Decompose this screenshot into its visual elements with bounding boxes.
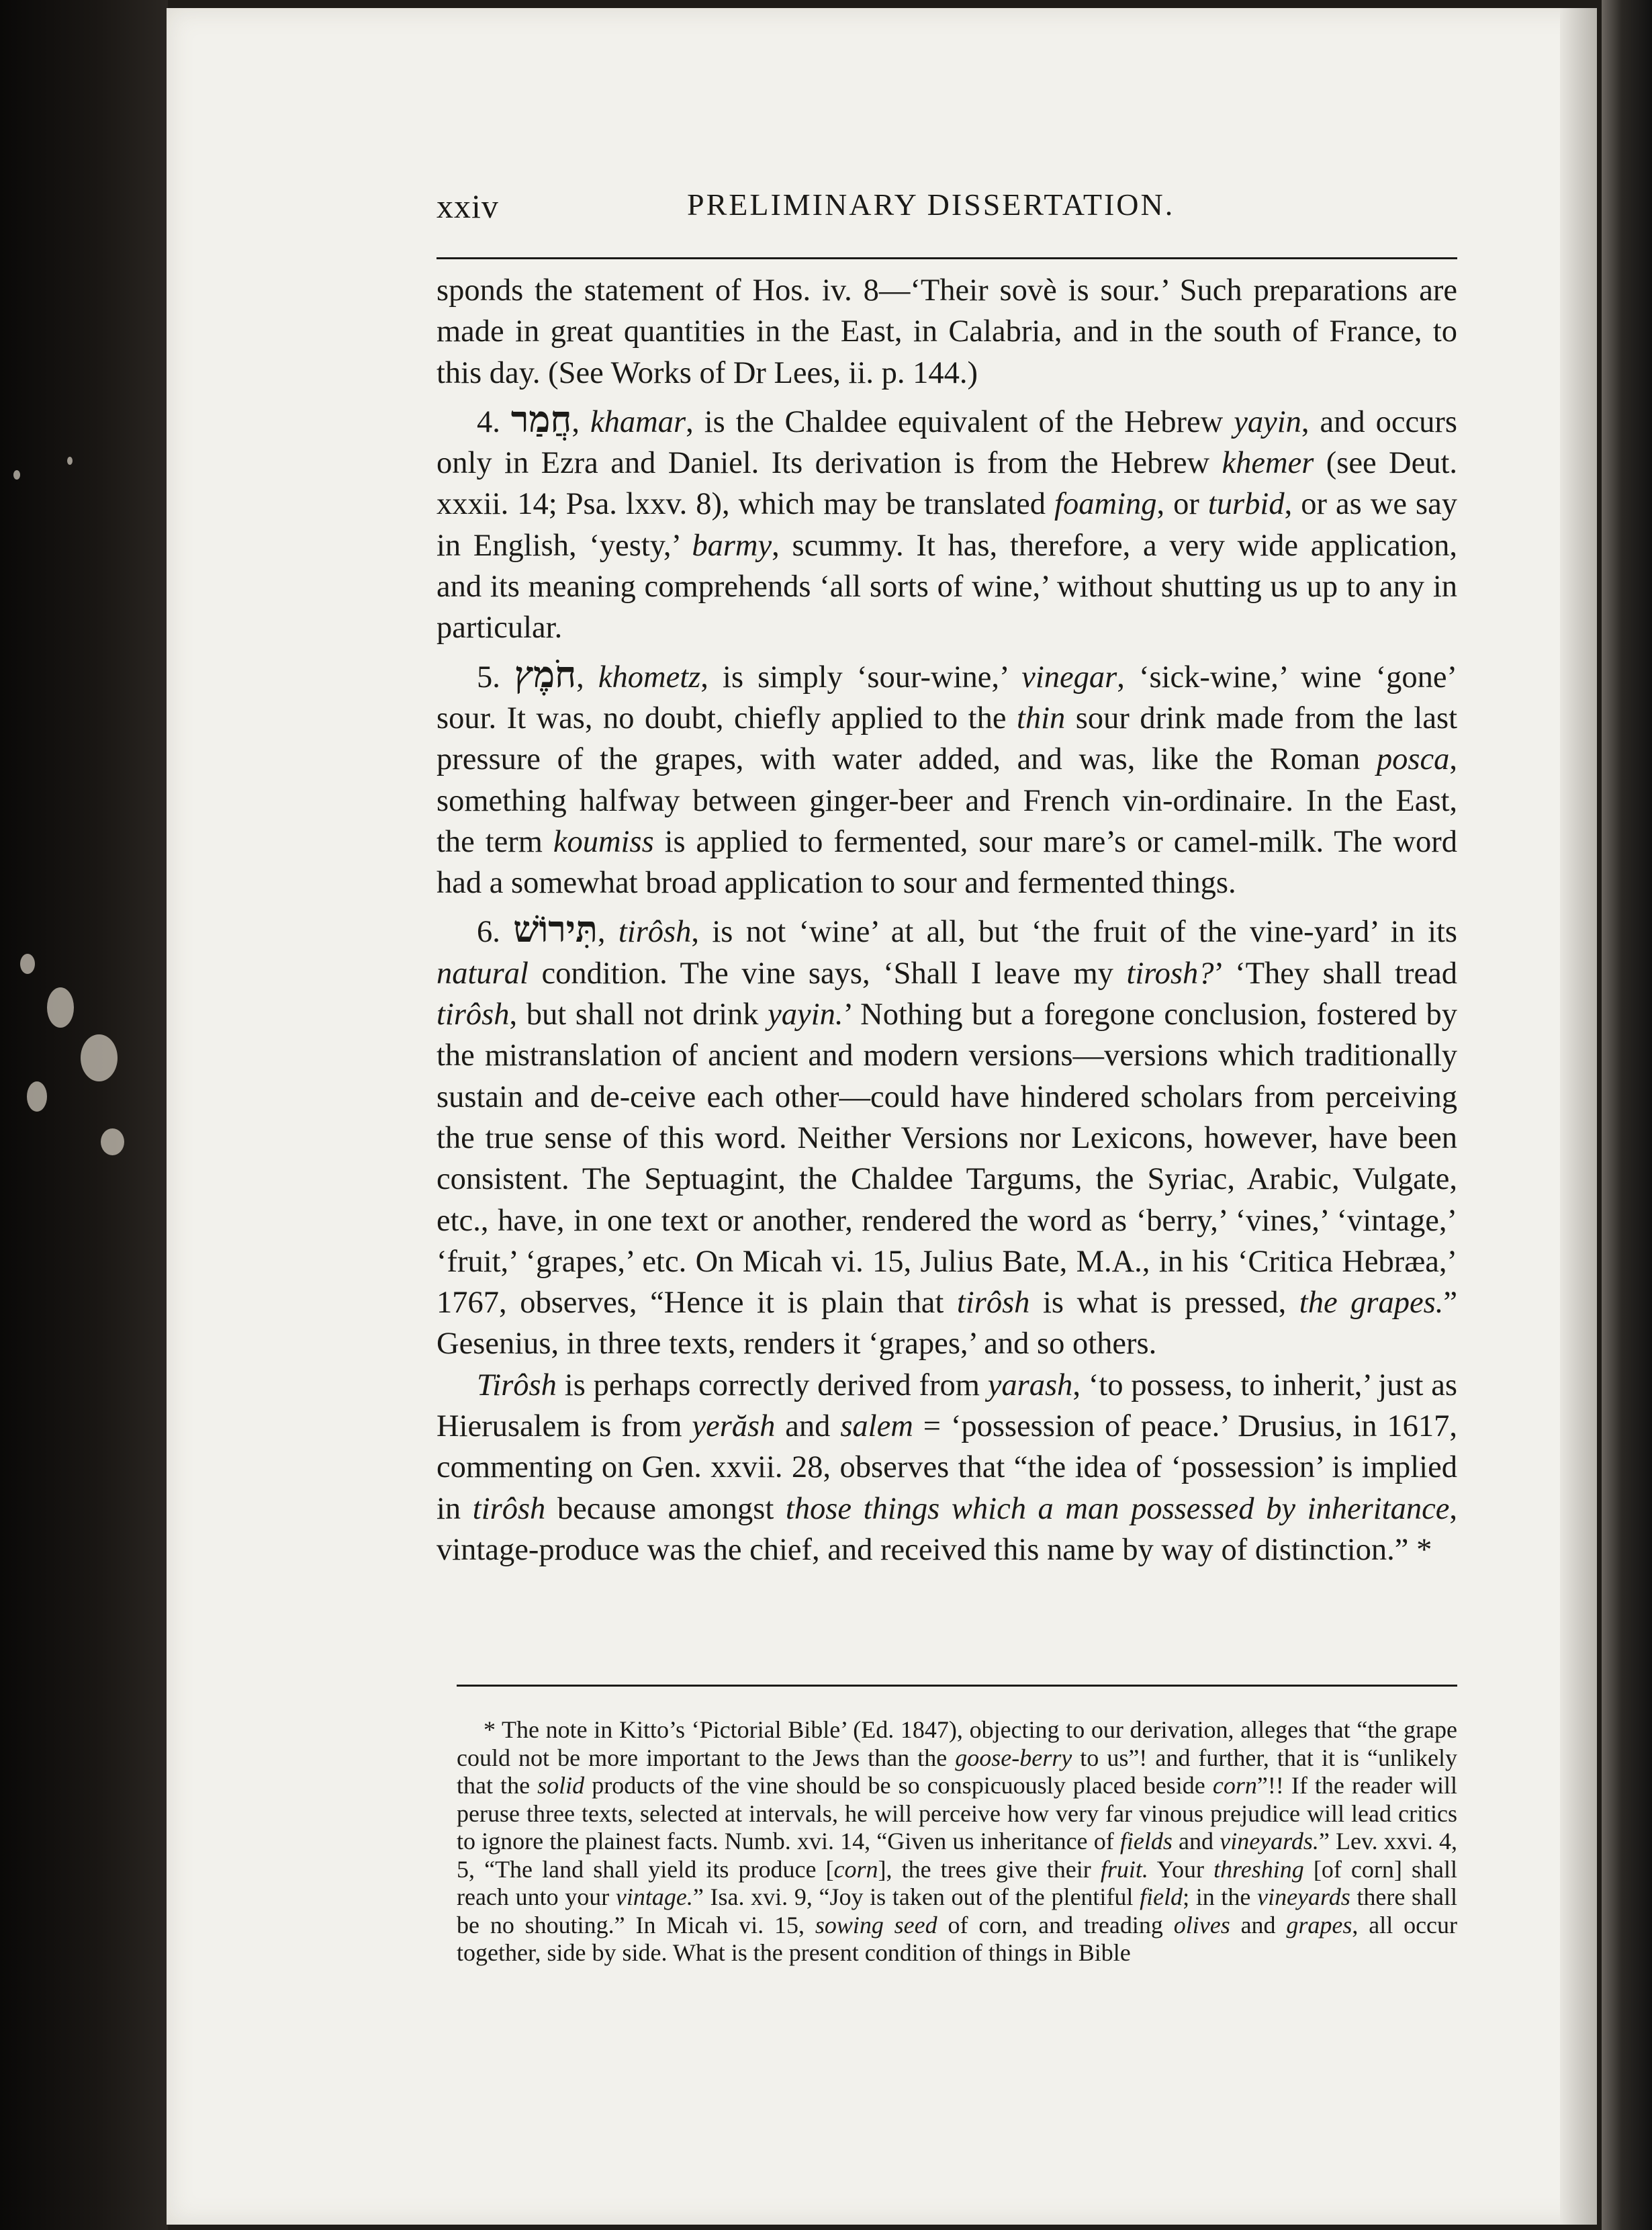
text-run: and [775, 1409, 841, 1444]
text-run: ” Lev. xxvi. 4, 5, “The land shall yield its produce [ [457, 1828, 1457, 1883]
term: tirôsh [437, 997, 510, 1032]
text-run: [of corn] shall reach unto your [457, 1855, 1457, 1910]
text-run: of corn, and treading [937, 1911, 1174, 1938]
text-run: , or [1156, 487, 1208, 522]
term: turbid [1207, 487, 1285, 522]
text-run: , ‘sick-wine,’ wine ‘gone’ sour. It was, no doubt, chiefly applied to the [437, 660, 1457, 735]
term: grapes [1286, 1911, 1352, 1938]
text-run: Your [1148, 1855, 1214, 1883]
term: koumiss [553, 824, 654, 859]
text-run: is what is pressed, [1029, 1286, 1299, 1321]
term: khemer [1222, 446, 1314, 481]
text-run: , scummy. It has, therefore, a very wide application, and its meaning comprehends ‘all sorts of wine,’ without shutting us up to any in particular. [437, 528, 1457, 645]
text-run: ”!! If the reader will peruse three texts, selected at intervals, he will perceive how very far vinous prejudice will lead critics to ignore the plainest facts. Numb. xvi. 14, “Given us inheritance of [457, 1772, 1457, 1855]
term: natural [437, 956, 529, 991]
text-run: condition. The vine says, ‘Shall I leave my [528, 956, 1127, 991]
term: khometz [598, 660, 701, 695]
term: yerăsh [692, 1409, 776, 1444]
text-run: , vintage-produce was the chief, and received this name by way of distinction.” * [437, 1491, 1457, 1567]
text-run: , something halfway between ginger-beer and French vin-ordinaire. In the East, the term [437, 742, 1457, 859]
term: tirôsh [472, 1491, 546, 1526]
term: sowing seed [815, 1911, 937, 1938]
term: salem [840, 1409, 913, 1444]
item-number: 5. [477, 660, 500, 695]
term: Tirôsh [477, 1368, 557, 1402]
page-number: xxiv [437, 187, 499, 225]
text-run: and [1230, 1911, 1287, 1938]
footnote-rule [457, 1685, 1457, 1687]
text-run: to us”! and further, that it is “unlikely that the [457, 1744, 1458, 1799]
paragraph-khometz [437, 654, 1457, 904]
paragraph-khamar [437, 399, 1457, 649]
term: fields [1119, 1828, 1173, 1855]
term: the grapes. [1299, 1286, 1444, 1321]
term: vinegar [1021, 660, 1117, 695]
main-text [437, 270, 1457, 1570]
text-run: is applied to fermented, sour mare’s or camel-milk. The word had a somewhat broad application to sour and fermented things. [437, 824, 1457, 901]
scan-speck [81, 1034, 118, 1081]
text-run: , ‘to possess, to inherit,’ just as Hierusalem is from [437, 1368, 1457, 1444]
running-head [435, 101, 1456, 225]
text-run: (see Deut. xxxii. 14; Psa. lxxv. 8), which may be translated [437, 446, 1458, 522]
text-run: ], the trees give their [878, 1855, 1101, 1883]
text-run: products of the vine should be so conspicuously placed beside [584, 1772, 1213, 1799]
text-run: ” Gesenius, in three texts, renders it ‘grapes,’ and so others. [437, 1286, 1458, 1362]
term: vineyards [1257, 1883, 1350, 1910]
term: fruit. [1100, 1855, 1148, 1883]
term: corn [833, 1855, 878, 1883]
term: tirosh? [1126, 956, 1214, 991]
page-edge [1560, 8, 1597, 2225]
punct: , [576, 660, 598, 695]
term: barmy [692, 528, 772, 563]
text-run: ’ Nothing but a foregone conclusion, fostered by the mistranslation of ancient and modern versions—versions which traditionally sustain and de-ceive each other—could have hindered scholars from perceiving the true sense of this word. Neither Versions nor Lexicons, however, have been consistent. The Septuagint, the Chaldee Targums, the Syriac, Arabic, Vulgate, etc., have, in one text or another, rendered the word as ‘berry,’ ‘vines,’ ‘vintage,’ ‘fruit,’ ‘grapes,’ etc. On Micah vi. 15, Julius Bate, M.A., in his ‘Critica Hebræa,’ 1767, observes, “Hence it is plain that [437, 997, 1457, 1321]
text-run: , and occurs only in Ezra and Daniel. Its derivation is from the Hebrew [437, 404, 1458, 481]
text-run: ; in the [1183, 1883, 1258, 1910]
text-run: because amongst [545, 1491, 786, 1526]
term: solid [537, 1772, 585, 1799]
hebrew-word: חֲמַר [510, 397, 572, 441]
punct: , [597, 915, 618, 950]
term: field [1140, 1883, 1183, 1910]
scan-speck [67, 457, 73, 465]
punct: , [571, 404, 590, 439]
header-rule [437, 257, 1457, 259]
footnote [457, 1716, 1457, 1967]
scan-speck [27, 1081, 47, 1112]
scan-speck [20, 954, 35, 974]
term: vintage. [615, 1883, 693, 1910]
scan-background-left [0, 0, 168, 2230]
item-number: 6. [477, 915, 500, 950]
term: those things which a man possessed by inheritance [785, 1491, 1450, 1526]
hebrew-word: חֹמֶץ [514, 652, 577, 696]
text-run: , is not ‘wine’ at all, but ‘the fruit of the vine-yard’ in its [691, 915, 1458, 950]
page-title: PRELIMINARY DISSERTATION. [687, 187, 1175, 222]
term: tirôsh [956, 1286, 1030, 1321]
text-run: , all occur together, side by side. What is the present condition of things in Bible [457, 1911, 1458, 1966]
text-run: is perhaps correctly derived from [556, 1368, 988, 1402]
text-run: ” Isa. xvi. 9, “Joy is taken out of the plentiful [692, 1883, 1140, 1910]
text-run: = ‘possession of peace.’ Drusius, in 1617, commenting on Gen. xxvii. 28, observes that “the idea of ‘possession’ is implied in [437, 1409, 1457, 1526]
paragraph-tirosh [437, 909, 1457, 1364]
text-run: , is simply ‘sour-wine,’ [700, 660, 1022, 695]
text-run: there shall be no shouting.” In Micah vi. 15, [457, 1883, 1457, 1938]
term: tirôsh [618, 915, 692, 950]
term: vineyards. [1220, 1828, 1319, 1855]
text-run: ’ ‘They shall tread [1213, 956, 1457, 991]
term: yayin. [768, 997, 843, 1032]
term: yayin [1234, 404, 1301, 439]
paragraph-derivation [437, 1365, 1457, 1570]
text-run: sour drink made from the last pressure of the grapes, with water added, and was, like the Roman [437, 701, 1458, 777]
term: goose-berry [955, 1744, 1072, 1771]
text-run: * The note in Kitto’s ‘Pictorial Bible’ (Ed. 1847), objecting to our derivation, alleges that “the grape could not be more important to the Jews than the [457, 1716, 1457, 1771]
item-number: 4. [477, 404, 500, 439]
footnote-text [457, 1716, 1457, 1967]
scan-background-right [1602, 0, 1652, 2230]
scan-speck [101, 1128, 124, 1155]
text-run: , is the Chaldee equivalent of the Hebrew [686, 404, 1234, 439]
term: corn [1212, 1772, 1257, 1799]
scan-speck [47, 987, 74, 1028]
term: posca [1376, 742, 1450, 777]
term: olives [1173, 1911, 1230, 1938]
term: khamar [590, 404, 686, 439]
scan-speck [13, 470, 20, 480]
term: foaming [1054, 487, 1157, 522]
text-run: , or as we say in English, ‘yesty,’ [437, 487, 1457, 563]
paragraph-continuation: sponds the statement of Hos. iv. 8—‘Their sovè is sour.’ Such preparations are made in great quantities in the East, in Calabria, and in the south of France, to this day. (See Works of Dr Lees, ii. p. 144.) [437, 273, 1457, 390]
term: threshing [1213, 1855, 1304, 1883]
hebrew-word: תִּירוֹשׁ [513, 907, 598, 951]
text-run: , but shall not drink [509, 997, 768, 1032]
term: yarash [987, 1368, 1073, 1402]
term: thin [1016, 701, 1066, 735]
text-run: and [1172, 1828, 1220, 1855]
